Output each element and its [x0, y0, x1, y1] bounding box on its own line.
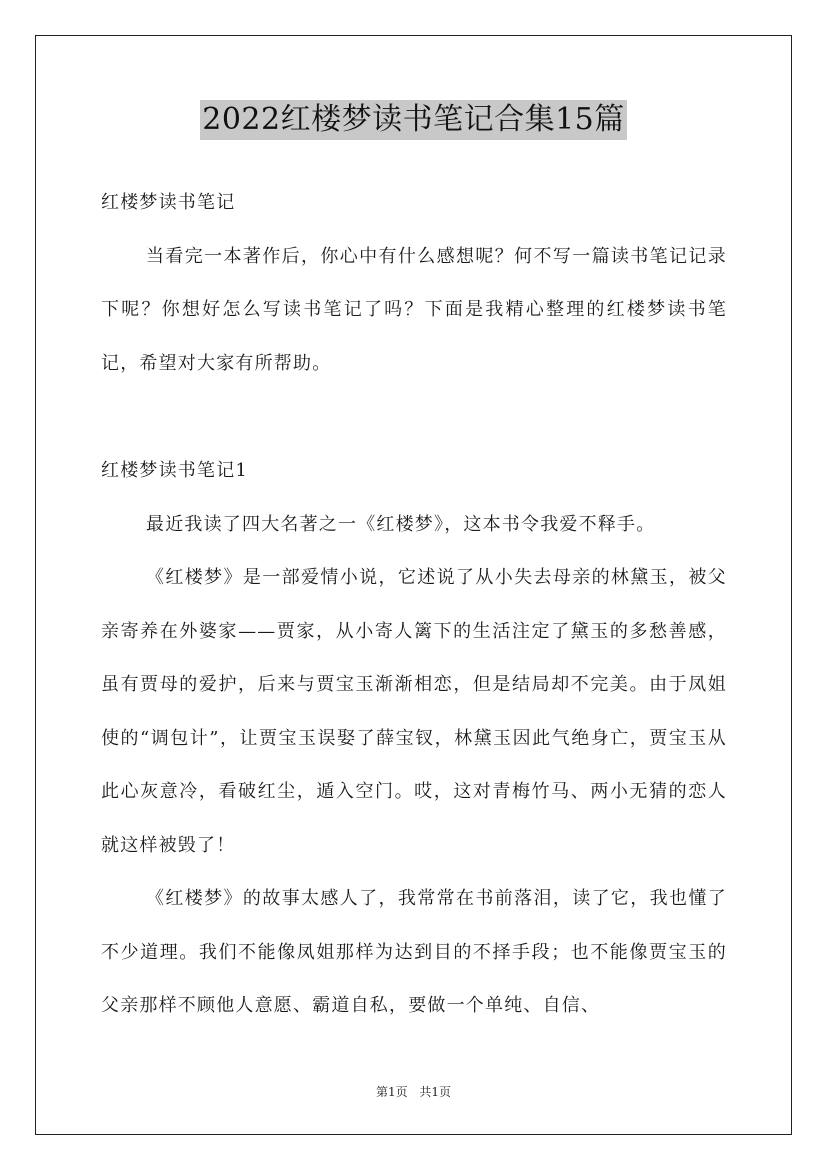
- document-title: 2022红楼梦读书笔记合集15篇: [200, 100, 627, 140]
- body-paragraph: 《红楼梦》的故事太感人了，我常常在书前落泪，读了它，我也懂了不少道理。我们不能像凤姐那样为达到目的不择手段；也不能像贾宝玉的父亲那样不顾他人意愿、霸道自私，要做一个单纯、自信、: [101, 888, 727, 1016]
- page-number: 第1页: [375, 1085, 408, 1099]
- body-paragraph: 《红楼梦》是一部爱情小说，它述说了从小失去母亲的林黛玉，被父亲寄养在外婆家——贾家，从小寄人篱下的生活注定了黛玉的多愁善感，虽有贾母的爱护，后来与贾宝玉渐渐相恋，但是结局却不完美。由于凤姐使的“调包计”，让贾宝玉误娶了薛宝钗，林黛玉因此气绝身亡，贾宝玉从此心灰意冷，看破红尘，遁入空门。哎，这对青梅竹马、两小无猜的恋人就这样被毁了！: [101, 567, 727, 856]
- section-spacer: [101, 390, 727, 444]
- intro-paragraph: 当看完一本著作后，你心中有什么感想呢？何不写一篇读书笔记记录下呢？你想好怎么写读书笔记了吗？下面是我精心整理的红楼梦读书笔记，希望对大家有所帮助。: [101, 245, 727, 374]
- section-heading: 红楼梦读书笔记1: [101, 460, 249, 481]
- body-paragraph: 最近我读了四大名著之一《红楼梦》，这本书令我爱不释手。: [146, 513, 656, 535]
- intro-heading: 红楼梦读书笔记: [101, 192, 236, 213]
- page-total: 共1页: [419, 1085, 452, 1099]
- document-body: [101, 176, 727, 1033]
- page-footer: [0, 1083, 827, 1100]
- title-container: [0, 100, 827, 140]
